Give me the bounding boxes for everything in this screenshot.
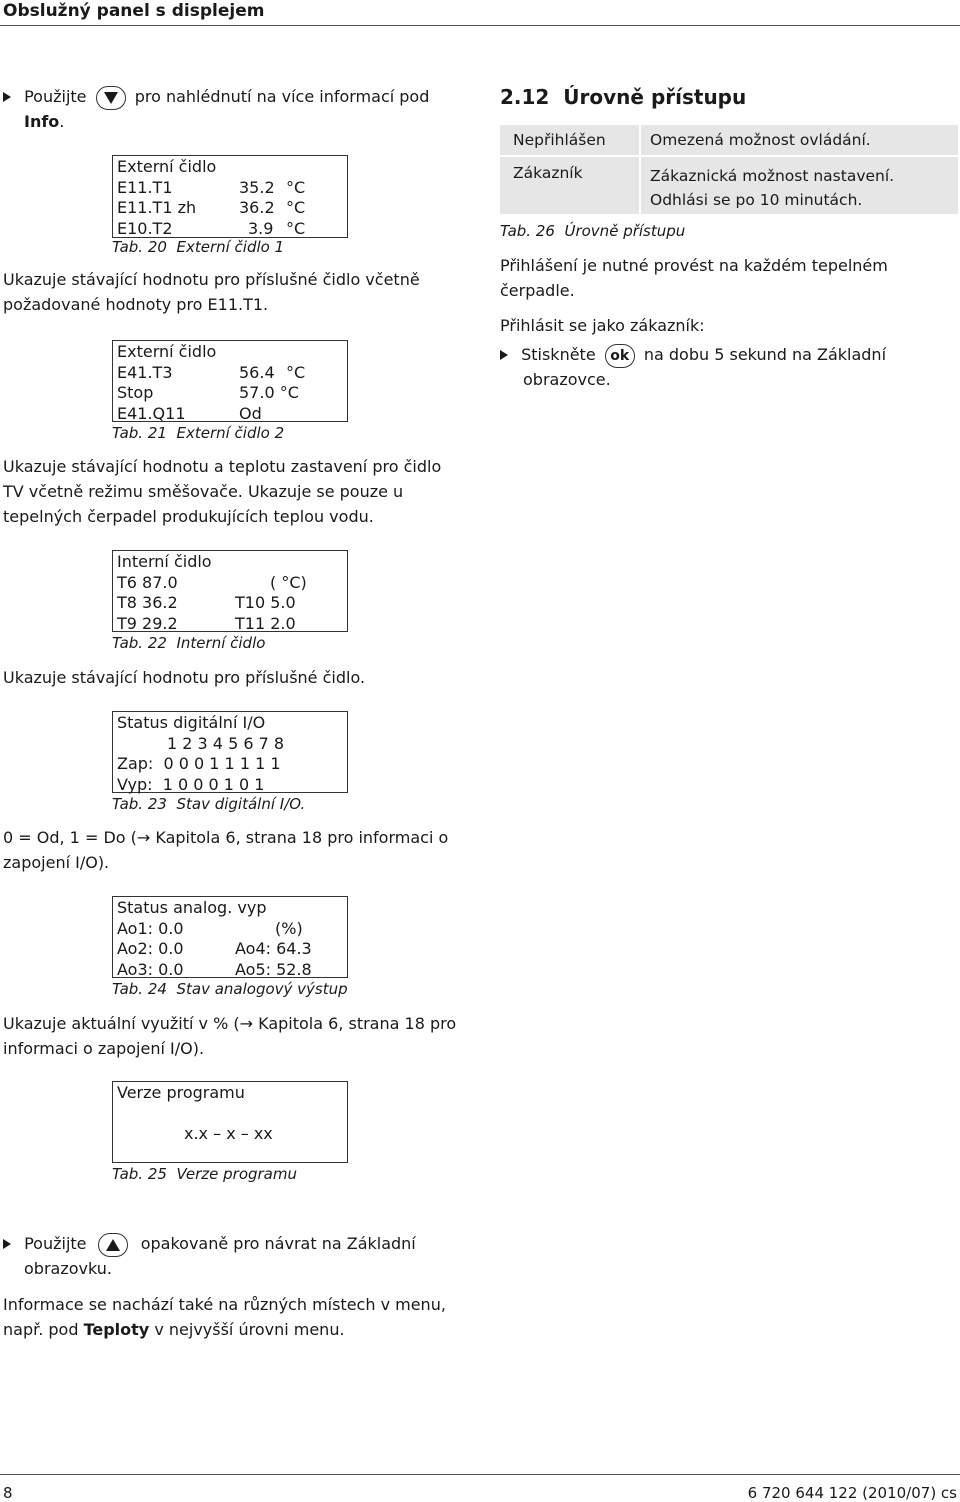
table-caption: Tab. 26 Úrovně přístupu: [500, 222, 686, 240]
down-button-icon: [96, 86, 126, 110]
display-digital-io-status: Status digitální I/O 1 2 3 4 5 6 7 8 Zap: 0 0 0 1 1 1 1 1 Vyp: 1 0 0 0 1 0 1: [112, 711, 348, 793]
table-caption: Tab. 23 Stav digitální I/O.: [112, 795, 306, 813]
outro-bullet-line2: obrazovku.: [24, 1259, 112, 1278]
up-button-icon: [98, 1233, 128, 1257]
header-divider: [0, 25, 960, 26]
display-analog-output-status: Status analog. vyp Ao1: 0.0 (%) Ao2: 0.0 Ao4: 64.3 Ao3: 0.0 Ao5: 52.8: [112, 896, 348, 978]
paragraph: Ukazuje stávající hodnotu pro příslušné čidlo včetně požadované hodnoty pro E11.T1.: [3, 270, 420, 314]
display-internal-sensor: Interní čidlo T6 87.0 ( °C) T8 36.2 T10 5.0 T9 29.2 T11 2.0: [112, 550, 348, 632]
display-program-version: Verze programu x.x – x – xx: [112, 1081, 348, 1163]
table-caption: Tab. 24 Stav analogový výstup: [112, 980, 348, 998]
page-header-title: Obslužný panel s displejem: [3, 1, 265, 21]
paragraph: Informace se nachází také na různých místech v menu, např. pod Teploty v nejvyšší úrovni menu.: [3, 1295, 446, 1339]
table-caption: Tab. 25 Verze programu: [112, 1165, 297, 1183]
paragraph: Ukazuje stávající hodnotu pro příslušné čidlo.: [3, 668, 366, 687]
login-bullet: Stiskněte ok na dobu 5 sekund na Základní: [500, 342, 886, 368]
login-bullet-line2: obrazovce.: [523, 370, 611, 389]
table-caption: Tab. 22 Interní čidlo: [112, 634, 266, 652]
document-number: 6 720 644 122 (2010/07) cs: [747, 1484, 957, 1502]
access-levels-table: [500, 125, 958, 214]
intro-bullet: Použijte pro nahlédnutí na více informací pod: [3, 84, 429, 110]
ok-button-icon: ok: [605, 344, 635, 368]
display-external-sensor-1: Externí čidlo E11.T1 35.2 °C E11.T1 zh 36.2 °C E10.T2 3.9 °C: [112, 155, 348, 238]
paragraph: Přihlásit se jako zákazník:: [500, 316, 705, 335]
paragraph: Přihlášení je nutné provést na každém tepelném čerpadle.: [500, 256, 888, 300]
intro-bullet-line2: Info.: [24, 112, 65, 131]
table-row: Zákazník Zákaznická možnost nastavení. Odhlási se po 10 minutách.: [500, 157, 958, 214]
bullet-arrow-icon: [3, 1239, 11, 1249]
paragraph: Ukazuje stávající hodnotu a teplotu zastavení pro čidlo TV včetně režimu směšovače. Ukazuje se pouze u tepelných čerpadel produkujících teplou vodu.: [3, 457, 442, 526]
paragraph: 0 = Od, 1 = Do (→ Kapitola 6, strana 18 pro informaci o zapojení I/O).: [3, 828, 449, 872]
display-external-sensor-2: Externí čidlo E41.T3 56.4 °C Stop 57.0 °C E41.Q11 Od: [112, 340, 348, 422]
outro-bullet: Použijte opakovaně pro návrat na Základní: [3, 1231, 416, 1257]
bullet-arrow-icon: [500, 350, 508, 360]
footer-divider: [0, 1474, 960, 1475]
table-caption: Tab. 21 Externí čidlo 2: [112, 424, 285, 442]
table-row: Nepřihlášen Omezená možnost ovládání.: [500, 125, 958, 155]
section-heading: 2.12 Úrovně přístupu: [500, 85, 747, 109]
bullet-arrow-icon: [3, 92, 11, 102]
table-caption: Tab. 20 Externí čidlo 1: [112, 238, 285, 256]
page-number: 8: [3, 1484, 13, 1502]
paragraph: Ukazuje aktuální využití v % (→ Kapitola 6, strana 18 pro informaci o zapojení I/O).: [3, 1014, 457, 1058]
